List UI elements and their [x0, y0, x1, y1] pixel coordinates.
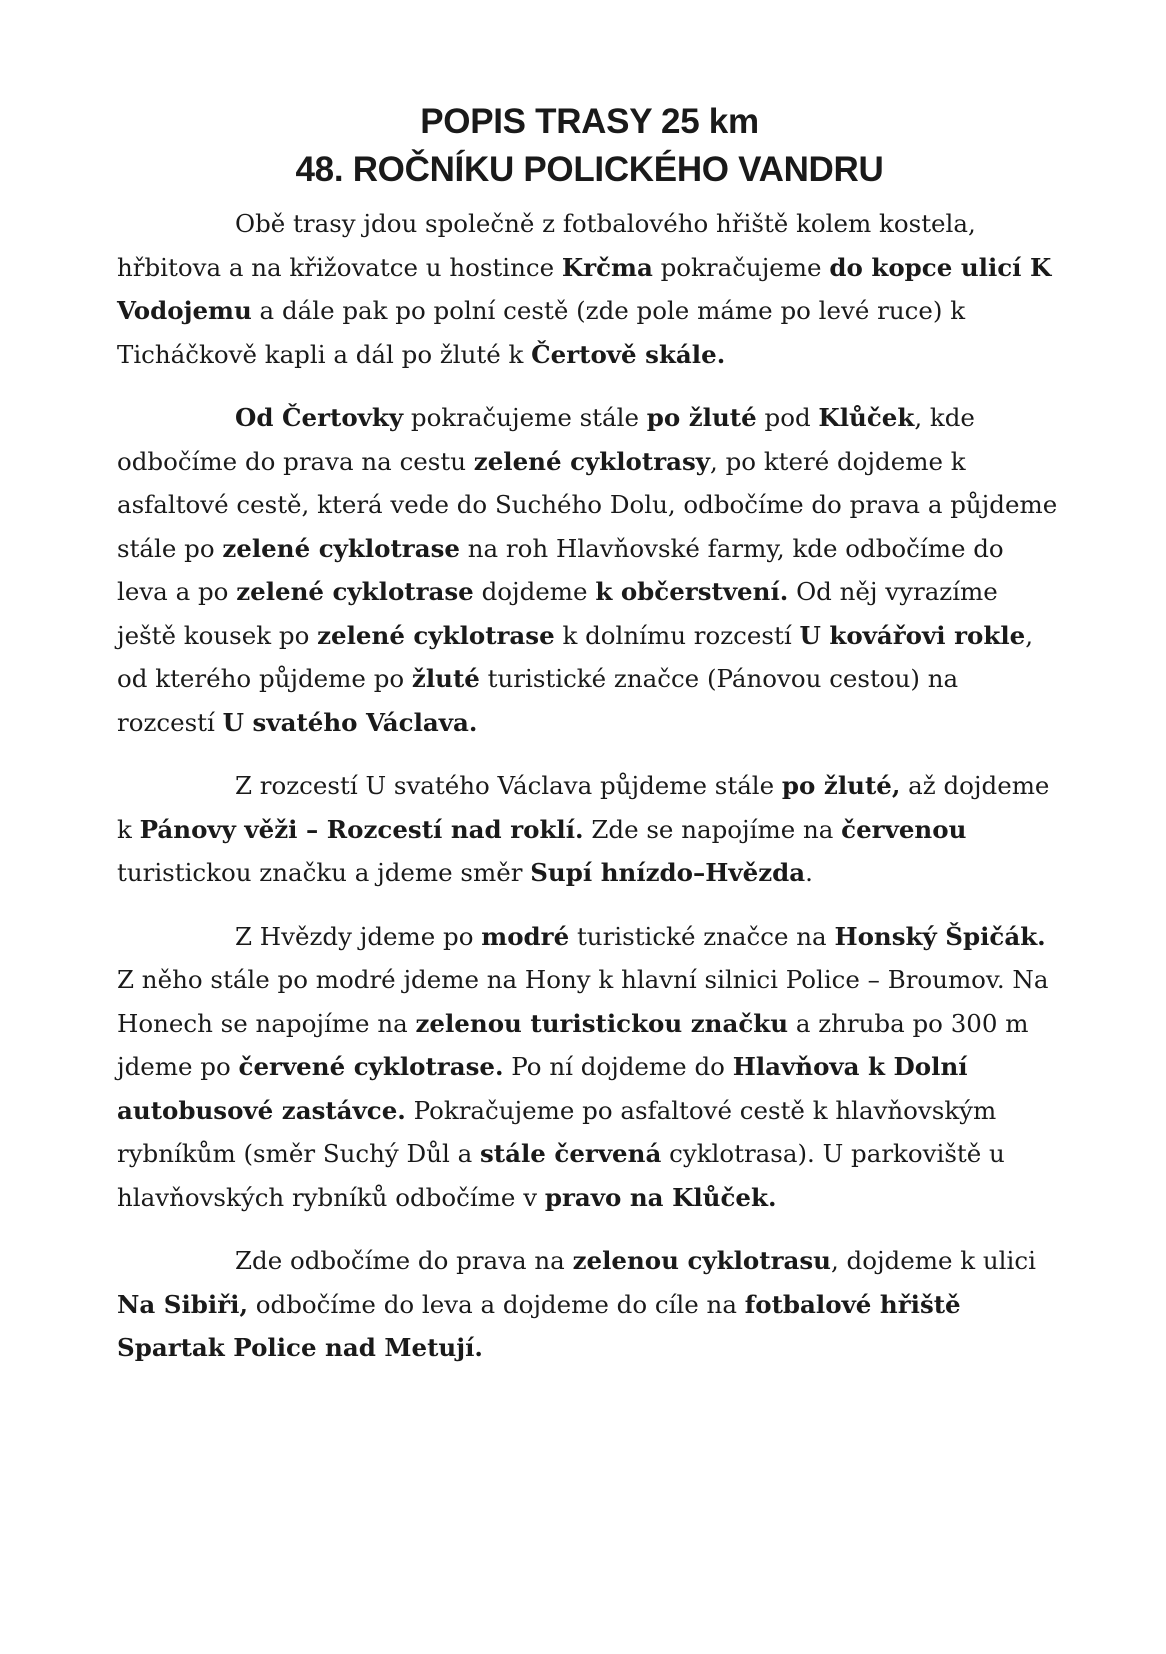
bold-text-segment: Hlavňova k Dolní autobusové zastávce.: [117, 1052, 968, 1125]
document-page: [117, 98, 1062, 1390]
text-segment: pokračujeme: [652, 252, 830, 282]
paragraph-hvezda: [117, 915, 1062, 1220]
bold-text-segment: k občerstvení.: [595, 577, 789, 606]
text-segment: turistické značce (Pánovou cestou) na rozcestí: [117, 664, 959, 737]
bold-text-segment: zelené cyklotrasy: [473, 446, 711, 476]
paragraph-start: [117, 202, 1062, 376]
text-segment: Obě trasy jdou společně z fotbalového hřiště kolem kostela, hřbitova a na křižovatce u hostince: [117, 209, 976, 282]
text-segment: Z Hvězdy jdeme po: [235, 921, 482, 951]
text-segment: turistické značce na: [569, 921, 835, 951]
bold-text-segment: Honský Špičák.: [834, 921, 1046, 951]
bold-text-segment: Krčma: [561, 252, 653, 282]
paragraph-certovka: [117, 396, 1062, 744]
text-segment: , dojdeme k ulici: [830, 1246, 1036, 1275]
bold-text-segment: Supí hnízdo–Hvězda: [530, 858, 806, 887]
bold-text-segment: zelenou turistickou značku: [415, 1008, 789, 1038]
text-segment: turistickou značku a jdeme směr: [117, 858, 531, 887]
text-segment: cyklotrasa). U parkoviště u hlavňovských rybníků odbočíme v: [117, 1139, 1005, 1212]
title-line-1: POPIS TRASY 25 km: [420, 102, 759, 141]
text-segment: a dále pak po polní cestě (zde pole máme po levé ruce) k Ticháčkově kapli a dál po žluté k: [117, 296, 966, 369]
bold-text-segment: Pánovy věži – Rozcestí nad roklí.: [139, 814, 584, 844]
bold-text-segment: U svatého Václava.: [222, 707, 478, 737]
text-segment: , po které dojdeme k asfaltové cestě, která vede do Suchého Dolu, odbočíme do prava a půjdeme stále po: [117, 446, 1058, 563]
bold-text-segment: červené cyklotrase.: [238, 1052, 504, 1081]
text-segment: k dolnímu rozcestí: [554, 620, 800, 650]
text-segment: dojdeme: [473, 577, 596, 606]
paragraph-finish: [117, 1239, 1062, 1370]
text-segment: , od kterého půjdeme po: [117, 620, 1034, 693]
bold-text-segment: zelené cyklotrase: [236, 577, 474, 606]
text-segment: pokračujeme stále: [403, 403, 647, 432]
text-segment: pod: [756, 403, 819, 432]
text-segment: Z rozcestí U svatého Václava půjdeme stále: [235, 771, 782, 800]
title-line-2: 48. ROČNÍKU POLICKÉHO VANDRU: [295, 150, 884, 189]
bold-text-segment: pravo na Klůček.: [544, 1182, 777, 1212]
bold-text-segment: po žluté,: [781, 771, 901, 800]
text-segment: , kde odbočíme do prava na cestu: [117, 403, 975, 476]
text-segment: Z něho stále po modré jdeme na Hony k hlavní silnici Police – Broumov. Na Honech se napojíme na: [117, 965, 1049, 1038]
text-segment: na roh Hlavňovské farmy, kde odbočíme do leva a po: [117, 533, 1004, 606]
text-segment: Zde se napojíme na: [583, 814, 842, 844]
text-segment: .: [805, 858, 813, 887]
bold-text-segment: modré: [481, 921, 570, 951]
text-segment: a zhruba po 300 m jdeme po: [117, 1008, 1029, 1081]
bold-text-segment: do kopce ulicí K Vodojemu: [117, 252, 1052, 325]
bold-text-segment: zelenou cyklotrasu: [572, 1246, 831, 1275]
bold-text-segment: Klůček: [818, 403, 915, 432]
bold-text-segment: po žluté: [646, 403, 757, 432]
text-segment: Zde odbočíme do prava na: [235, 1246, 573, 1275]
bold-text-segment: červenou: [841, 814, 967, 844]
bold-text-segment: U kovářovi rokle: [799, 620, 1026, 650]
bold-text-segment: zelené cyklotrase: [222, 533, 460, 563]
paragraph-svaty-vaclav: [117, 764, 1062, 895]
bold-text-segment: Čertově skále.: [531, 339, 726, 369]
bold-text-segment: stále červená: [480, 1139, 662, 1168]
text-segment: až dojdeme k: [117, 771, 1050, 844]
bold-text-segment: žluté: [411, 664, 480, 693]
text-segment: odbočíme do leva a dojdeme do cíle na: [247, 1289, 745, 1319]
bold-text-segment: Od Čertovky: [235, 403, 404, 432]
text-segment: Pokračujeme po asfaltové cestě k hlavňovským rybníkům (směr Suchý Důl a: [117, 1095, 997, 1168]
text-segment: Od něj vyrazíme ještě kousek po: [117, 577, 998, 650]
bold-text-segment: Na Sibiři,: [117, 1289, 248, 1319]
bold-text-segment: zelené cyklotrase: [317, 620, 555, 650]
bold-text-segment: fotbalové hřiště Spartak Police nad Metují.: [117, 1289, 961, 1362]
text-segment: Po ní dojdeme do: [503, 1052, 733, 1081]
document-title: [117, 98, 1062, 194]
